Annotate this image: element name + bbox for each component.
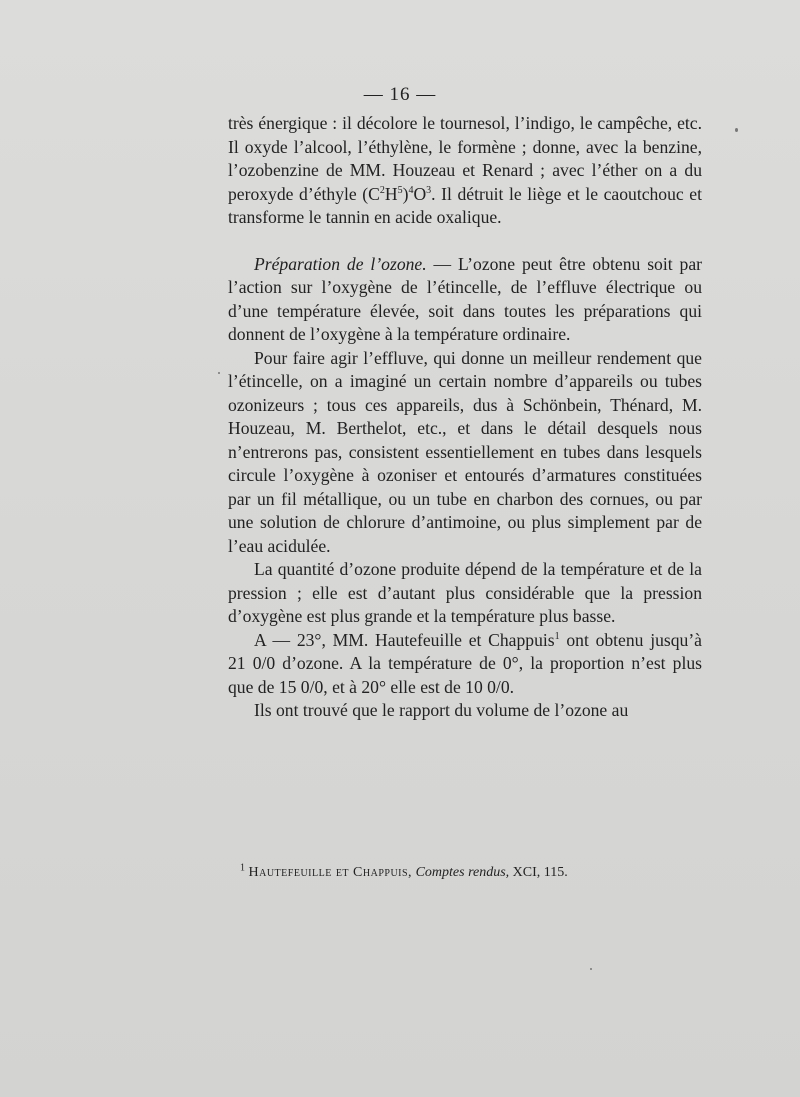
paragraph-5-text: A — 23°, MM. Hautefeuille et Chappuis [254, 629, 555, 650]
formula-text: H [384, 183, 398, 204]
footnote-reference-text: XCI, 115. [509, 865, 568, 880]
paragraph-1-text: très énergique : il décolore le tournesol, l’indigo, le campêche, etc. Il oxyde l’alcool, l’éthylène, le formène ; donne, avec la benzine, l’ozobenzine de MM. Houzeau et Renard ; avec l’éther on a du peroxyde d’éthyle (C [228, 113, 702, 204]
paragraph-3: Pour faire agir l’effluve, qui donne un meilleur rendement que l’étincelle, on a imaginé un certain nombre d’appareils ou tubes ozonizeurs ; tous ces appareils, dus à Schönbein, Thénard, M. Houzeau, M. Berthelot, etc., et dans le détail desquels nous n’entrerons pas, consistent essentiellement en tubes dans lesquels circule l’oxygène à ozoniser et entourés d’armatures constituées par un fil métallique, ou un tube en charbon des cornues, ou par une solution de chlorure d’antimoine, ou plus simplement par de l’eau acidulée. [228, 347, 702, 556]
formula-superscript: 3 [426, 184, 432, 196]
footnote-journal: Comptes rendus, [415, 865, 510, 880]
paragraph-4: La quantité d’ozone produite dépend de la température et de la pression ; elle est d’autant plus considérable que la pression d’oxygène est plus grande et la température plus basse. [228, 559, 702, 626]
formula-superscript: 2 [379, 184, 385, 196]
formula-text: O [413, 183, 427, 204]
footnote-marker: 1 [240, 862, 245, 874]
formula-text: ) [402, 183, 409, 204]
paragraph-1-end: . Il détruit le liège et le caoutchouc et transforme le tannin en acide oxalique. [228, 183, 702, 227]
body-text [228, 112, 702, 723]
formula-superscript: 4 [408, 184, 414, 196]
paragraph-1 [228, 112, 702, 230]
paragraph-5 [228, 629, 702, 700]
footnote-reference: 1 [554, 630, 560, 642]
paper-speck [218, 372, 220, 374]
footnote [240, 864, 710, 882]
paragraph-6: Ils ont trouvé que le rapport du volume de l’ozone au [254, 700, 629, 720]
paragraph-2-text: — L’ozone peut être obtenu soit par l’action sur l’oxygène de l’étincelle, de l’effluve électrique ou d’une température élevée, soit dans toutes les préparations qui donnent de l’oxygène à la température ordinaire. [228, 253, 702, 344]
paper-speck [590, 968, 592, 970]
paper-speck [735, 128, 738, 132]
page-number: — 16 — [363, 84, 437, 105]
paragraph-2 [228, 253, 702, 347]
paragraph-5-end: ont obtenu jusqu’à 21 0/0 d’ozone. A la température de 0°, la proportion n’est plus que de 15 0/0, et à 20° elle est de 10 0/0. [228, 629, 702, 697]
formula-superscript: 5 [397, 184, 403, 196]
section-heading-italic: Préparation de l’ozone. [254, 253, 427, 274]
footnote-authors: Hautefeuille et Chappuis, [248, 865, 413, 880]
